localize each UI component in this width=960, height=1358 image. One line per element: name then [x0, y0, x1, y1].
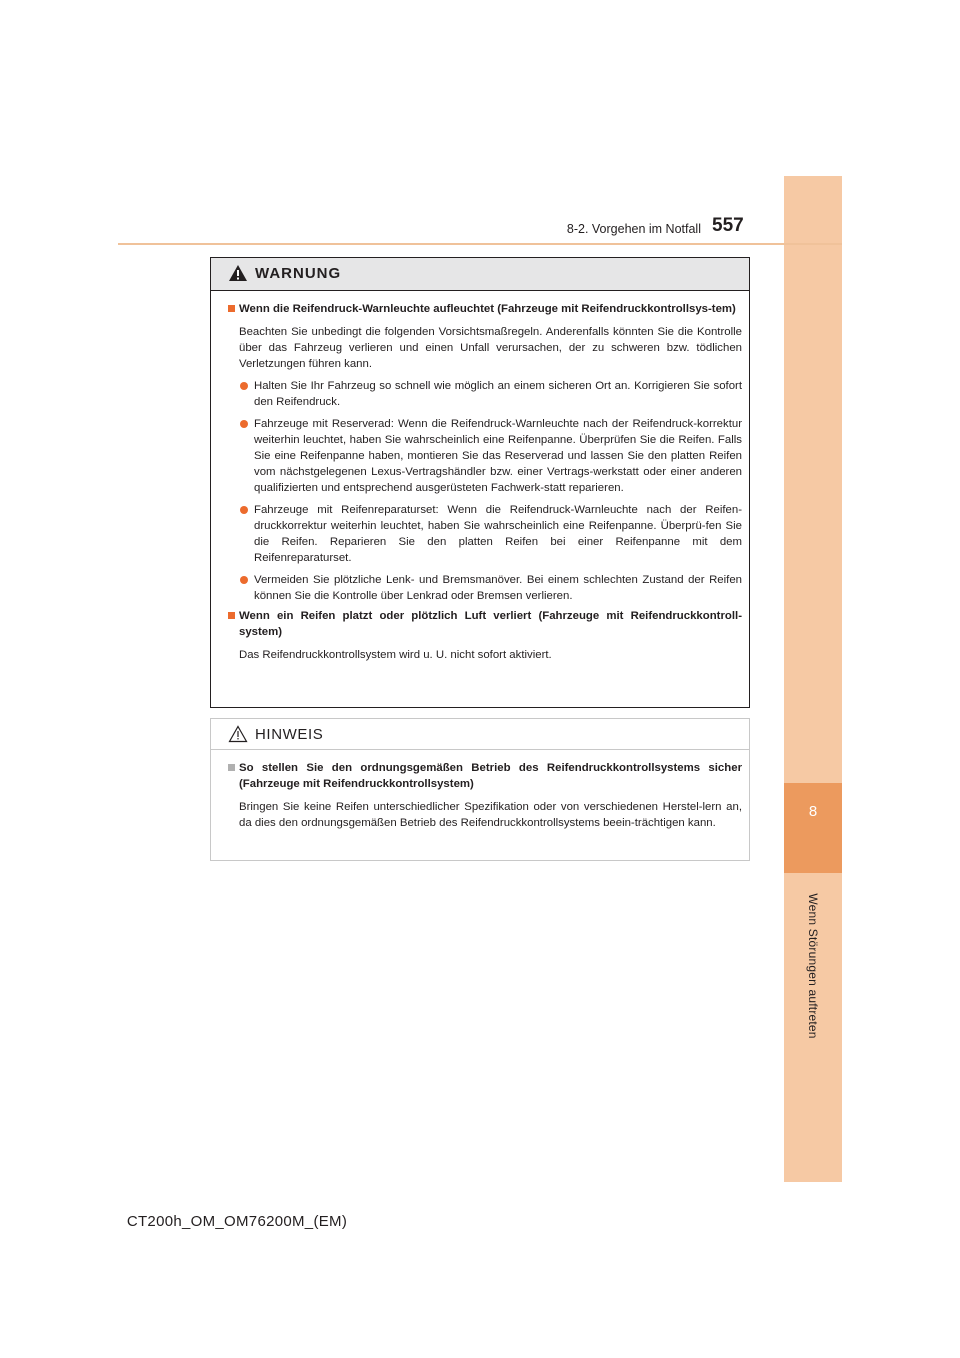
- list-item: [228, 502, 742, 566]
- notice-box: [210, 718, 750, 861]
- notice-label: HINWEIS: [255, 726, 324, 743]
- notice-item-text: Bringen Sie keine Reifen unterschiedlicher Spezifikation oder von verschiedenen Herstel-lern an, da dies den ordnungsgemäßen Betrieb des Reifendruckkontrollsystems beein-trächtigen kann.: [239, 801, 742, 829]
- round-bullet-icon: [240, 420, 248, 428]
- list-item-text: Fahrzeuge mit Reifenreparaturset: Wenn die Reifendruck-Warnleuchte nach der Reifen-druckkorrektur weiterhin leuchtet, haben Sie wahrscheinlich eine Reifenpanne. Überprü-fen Sie die Reifen. Reparieren Sie den platten Reifen bei einer Reifenpanne mit dem Reifenreparaturset.: [254, 504, 742, 564]
- round-bullet-icon: [240, 506, 248, 514]
- warning-item-title-text: Wenn ein Reifen platzt oder plötzlich Luft verliert (Fahrzeuge mit Reifendruckkontroll-system): [239, 610, 742, 638]
- notice-item-title: [228, 760, 742, 792]
- list-item: [228, 378, 742, 410]
- list-item-text: Halten Sie Ihr Fahrzeug so schnell wie möglich an einem sicheren Ort an. Korrigieren Sie sofort den Reifendruck.: [254, 380, 742, 408]
- warning-header: [211, 258, 749, 291]
- list-item-text: Vermeiden Sie plötzliche Lenk- und Bremsmanöver. Bei einem schlechten Zustand der Reifen können Sie die Kontrolle über Lenkrad oder Bremsen verlieren.: [254, 574, 742, 602]
- warning-label: WARNUNG: [255, 265, 342, 282]
- notice-content: [211, 750, 749, 831]
- warning-box: [210, 257, 750, 708]
- chapter-title-text: Wenn Störungen auftreten: [806, 893, 820, 1039]
- warning-item-title-text: Wenn die Reifendruck-Warnleuchte aufleuchtet (Fahrzeuge mit Reifendruckkontrollsys-tem): [239, 303, 736, 315]
- page-number: 557: [712, 215, 744, 236]
- list-item: [228, 572, 742, 604]
- warning-item-text: Beachten Sie unbedingt die folgenden Vorsichtsmaßregeln. Anderenfalls könnten Sie die Kontrolle über das Fahrzeug verlieren und einen Unfall verursachen, der zu schweren bzw. tödlichen Verletzungen führen kann.: [239, 326, 742, 370]
- warning-content: [211, 291, 749, 663]
- document-code: CT200h_OM_OM76200M_(EM): [126, 1213, 348, 1230]
- chapter-tab: [784, 783, 842, 873]
- square-bullet-icon: [228, 612, 235, 619]
- section-title: 8-2. Vorgehen im Notfall: [566, 222, 701, 236]
- warning-item-text: Das Reifendruckkontrollsystem wird u. U. nicht sofort aktiviert.: [239, 649, 552, 661]
- round-bullet-icon: [240, 576, 248, 584]
- notice-item-title-text: So stellen Sie den ordnungsgemäßen Betrieb des Reifendruckkontrollsystems sicher (Fahrzeuge mit Reifendruckkontrollsystem): [239, 762, 742, 790]
- chapter-number: 8: [808, 803, 818, 820]
- warning-item-title: [228, 608, 742, 640]
- round-bullet-icon: [240, 382, 248, 390]
- notice-header: [211, 719, 749, 750]
- warning-item-title: [228, 301, 742, 317]
- square-bullet-icon: [228, 764, 235, 771]
- list-item-text: Fahrzeuge mit Reserverad: Wenn die Reifendruck-Warnleuchte nach der Reifendruck-korrektur weiterhin leuchtet, haben Sie wahrscheinlich eine Reifenpanne. Überprüfen Sie die Reifen. Falls Sie eine Reifenpanne haben, montieren Sie das Reserverad und lassen Sie den platten Reifen vom nächstgelegenen Lexus-Vertragshändler bzw. einer Vertrags-werkstatt oder einer anderen qualifizierten und entsprechend ausgerüsteten Fachwerk-statt reparieren.: [254, 418, 742, 494]
- list-item: [228, 416, 742, 496]
- warning-triangle-icon: [228, 264, 248, 282]
- square-bullet-icon: [228, 305, 235, 312]
- header-rule: [118, 243, 842, 245]
- caution-triangle-outline-icon: [228, 725, 248, 743]
